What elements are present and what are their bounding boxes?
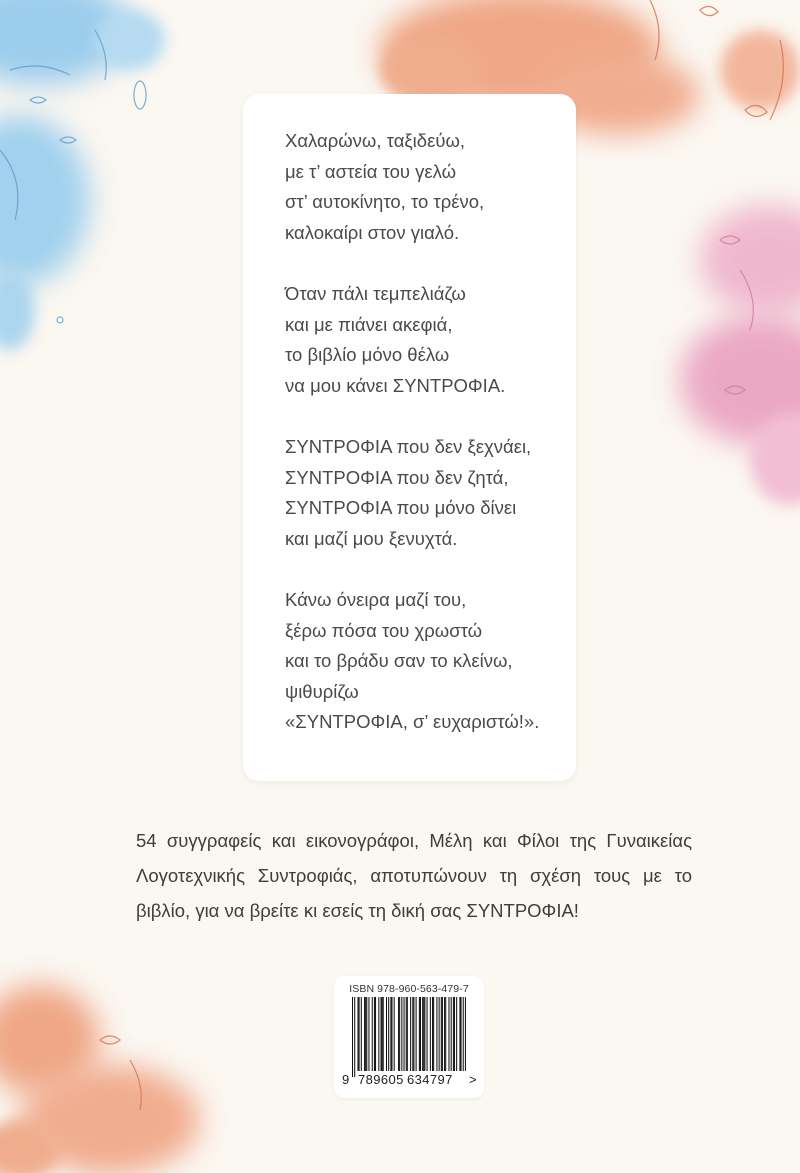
barcode-bar	[451, 997, 452, 1071]
barcode-bar	[427, 997, 428, 1071]
barcode-bar	[459, 997, 460, 1071]
barcode-bar	[352, 997, 353, 1077]
barcode-bar	[366, 997, 367, 1071]
poem-line: ΣΥΝΤΡΟΦΙΑ που δεν ξεχνάει,	[285, 436, 532, 457]
barcode-bar	[419, 997, 420, 1071]
barcode-bar	[364, 997, 365, 1071]
barcode-bar	[390, 997, 391, 1071]
barcode-bar	[420, 997, 421, 1071]
barcode-bar	[416, 997, 417, 1071]
barcode-bar	[423, 997, 424, 1071]
poem-stanza-2	[285, 279, 565, 401]
barcode-lead-digit: 9	[342, 1072, 350, 1087]
barcode-bar	[404, 997, 405, 1071]
poem-line: και μαζί μου ξενυχτά.	[285, 527, 458, 549]
barcode-bar	[430, 997, 431, 1071]
barcode-bar	[394, 997, 395, 1071]
barcode-bar	[456, 997, 457, 1071]
barcode-icon	[352, 997, 466, 1077]
poem-line: Κάνω όνειρα μαζί του,	[285, 589, 467, 610]
poem-stanza-1	[285, 126, 565, 248]
poem	[285, 126, 565, 738]
poem-line: Χαλαρώνω, ταξιδεύω,	[285, 130, 466, 151]
poem-line: το βιβλίο μόνο θέλω	[285, 344, 450, 365]
barcode-bar	[365, 997, 366, 1071]
barcode-bar	[439, 997, 440, 1071]
barcode-bar	[432, 997, 433, 1071]
barcode-bar	[424, 997, 425, 1071]
barcode-bar	[407, 997, 408, 1071]
poem-line: στ’ αυτοκίνητο, το τρένο,	[285, 191, 485, 212]
barcode-bar	[445, 997, 446, 1071]
barcode-bar	[391, 997, 392, 1071]
pink-leaf-sketches	[720, 236, 753, 394]
barcode-bar	[388, 997, 389, 1071]
barcode-bar	[422, 997, 423, 1071]
orange-watercolor-splash-bottom-left	[0, 985, 200, 1173]
poem-stanza-3	[285, 432, 565, 554]
barcode-bar	[372, 997, 373, 1071]
barcode-bar	[454, 997, 455, 1071]
barcode-bar	[412, 997, 413, 1071]
barcode-bar	[382, 997, 383, 1071]
barcode-left-digits: 789605	[358, 1072, 404, 1087]
barcode-bar	[448, 997, 449, 1071]
barcode-bar	[354, 997, 355, 1077]
barcode-bar	[374, 997, 375, 1071]
barcode-bar	[406, 997, 407, 1071]
blurb-line: βιβλίο, για να βρείτε κι εσείς τη δική σας ΣΥΝΤΡΟΦΙΑ!	[136, 900, 579, 921]
barcode-bar	[441, 997, 442, 1071]
poem-line: Όταν πάλι τεμπελιάζω	[285, 283, 466, 304]
back-cover-blurb	[136, 823, 692, 928]
barcode-bar	[386, 997, 387, 1071]
isbn-label: ISBN 978-960-563-479-7	[349, 983, 469, 995]
barcode-bar	[465, 997, 466, 1071]
isbn-barcode-box	[334, 976, 484, 1098]
poem-line: με τ’ αστεία του γελώ	[285, 160, 457, 182]
poem-stanza-4	[285, 585, 565, 738]
barcode-bar	[383, 997, 384, 1071]
barcode-bar	[361, 997, 362, 1071]
poem-line: ΣΥΝΤΡΟΦΙΑ που δεν ζητά,	[285, 466, 509, 488]
barcode-digits	[340, 1072, 480, 1088]
barcode-right-digits: 634797	[407, 1072, 453, 1087]
barcode-bar	[378, 997, 379, 1071]
poem-line: ΣΥΝΤΡΟΦΙΑ που μόνο δίνει	[285, 497, 517, 518]
barcode-bar	[413, 997, 414, 1071]
blurb-line: 54 συγγραφείς και εικονογράφοι, Μέλη και Φίλοι της Γυναικείας	[136, 830, 692, 851]
barcode-bar	[375, 997, 376, 1071]
barcode-bar	[461, 997, 462, 1071]
barcode-bar	[359, 997, 360, 1071]
barcode-bar	[401, 997, 402, 1071]
poem-line: να μου κάνει ΣΥΝΤΡΟΦΙΑ.	[285, 374, 506, 396]
barcode-bar	[433, 997, 434, 1071]
barcode-bar	[381, 997, 382, 1071]
blue-watercolor-splash-top-left	[0, 0, 165, 350]
blurb-line: Λογοτεχνικής Συντροφιάς, αποτυπώνουν τη σχέση τους με το	[136, 865, 692, 886]
pink-watercolor-splash-right	[680, 205, 800, 505]
poem-line: «ΣΥΝΤΡΟΦΙΑ, σ’ ευχαριστώ!».	[285, 711, 540, 732]
poem-line: ψιθυρίζω	[285, 680, 359, 702]
barcode-bar	[357, 997, 358, 1071]
barcode-bar	[463, 997, 464, 1071]
orange-leaf-sketches-bottom	[100, 1036, 141, 1110]
blue-leaf-sketches	[0, 30, 146, 323]
barcode-bar	[444, 997, 445, 1071]
barcode-bar	[410, 997, 411, 1071]
poem-line: και το βράδυ σαν το κλείνω,	[285, 650, 513, 671]
barcode-bar	[453, 997, 454, 1071]
poem-line: ξέρω πόσα του χρωστώ	[285, 619, 483, 641]
barcode-quiet-zone-mark: >	[469, 1072, 477, 1087]
barcode-bar	[368, 997, 369, 1071]
poem-line: καλοκαίρι στον γιαλό.	[285, 221, 460, 243]
poem-line: και με πιάνει ακεφιά,	[285, 313, 453, 335]
barcode-bar	[442, 997, 443, 1071]
barcode-bar	[398, 997, 399, 1071]
poem-card	[243, 94, 576, 781]
barcode-bar	[436, 997, 437, 1071]
barcode-bar	[399, 997, 400, 1071]
